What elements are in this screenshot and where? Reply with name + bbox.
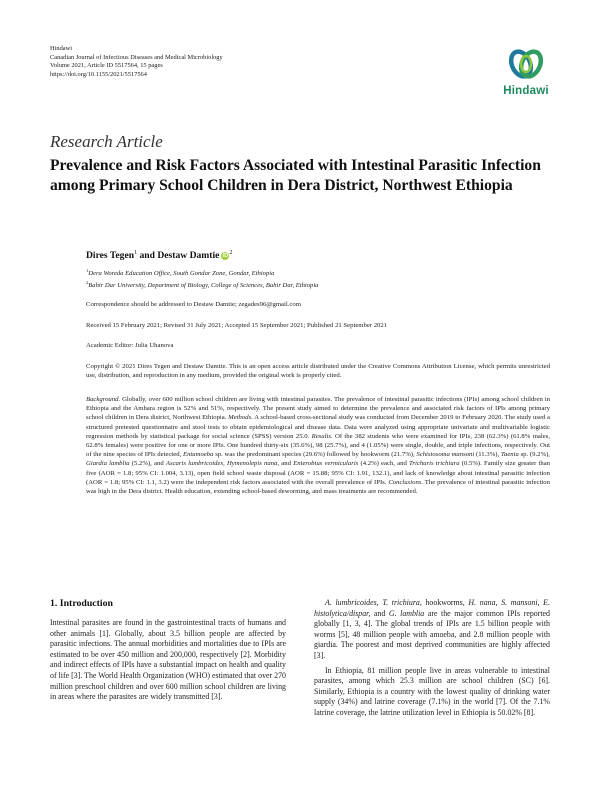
author-conjunction: and xyxy=(137,250,158,262)
abstract-text: The prevalence of intestinal parasitic infection was high in the Dera district. Health education, extending school-based deworming, and mass treatments are recommended. xyxy=(86,478,550,496)
paragraph-text: hookworms, xyxy=(421,598,469,607)
abstract-text: (4.2%) each, and xyxy=(358,460,410,468)
species-name: Schistosoma mansoni xyxy=(416,451,475,459)
hindawi-logo xyxy=(497,44,555,104)
abstract-text: sp. was the predominant species (29.6%) followed by hookworm (21.7%), xyxy=(213,451,417,459)
author-affil-mark: 1 xyxy=(134,250,138,256)
volume-info: Volume 2021, Article ID 5517564, 15 pages xyxy=(50,62,163,70)
abstract-label: Conclusions. xyxy=(386,478,424,486)
species-name: H. nana, S. mansoni, E. histolytica/dispar, xyxy=(314,598,550,618)
species-name: A. lumbricoides, T. trichiura, xyxy=(325,598,422,607)
affil-mark: 1 xyxy=(86,268,89,273)
species-name: Entamoeba xyxy=(183,451,214,459)
abstract-text: sp. (9.2%), xyxy=(518,451,550,459)
affil-text: Dera Woreda Education Office, South Gondar Zone, Gondar, Ethiopia xyxy=(88,270,275,278)
paragraph: Intestinal parasites are found in the gastrointestinal tracts of humans and other animals [1]. Globally, about 3.5 billion people are affected by parasitic infections. The annual morbidities and mortalities due to IPIs are estimated to be over 450 million and 200,000, respectively [2]. Morbidity and indirect effects of IPIs have a substantial impact on health and quality of life [3]. The World Health Organization (WHO) estimated that over 270 million preschool children and over 600 million school children are living in areas where the parasites are widely transmitted [3]. xyxy=(50,618,286,702)
article-dates: Received 15 February 2021; Revised 31 July 2021; Accepted 15 September 2021; Published 21 September 2021 xyxy=(86,322,388,329)
abstract-text: A school-based cross-sectional study was conducted from December 2019 to February 2020. The study used a structured pretested questionnaire and stool tests to obtain epidemiological and disease data. Data were analyzed using appropriate univariate and multivariable logistic regression methods by statistical package for social science (SPSS) version 25.0. xyxy=(86,414,550,440)
abstract xyxy=(86,395,550,496)
paragraph-text: and xyxy=(370,608,389,618)
species-name: Taenia xyxy=(500,451,519,459)
abstract-text: and xyxy=(279,460,294,468)
right-column xyxy=(314,598,550,723)
journal-name: Canadian Journal of Infectious Diseases and Medical Microbiology xyxy=(50,53,223,61)
correspondence: Correspondence should be addressed to Destaw Damtie; zegades96@gmail.com xyxy=(86,301,301,308)
publisher-name: Hindawi xyxy=(50,45,73,52)
affiliation xyxy=(86,268,274,277)
species-name: Giardia lamblia xyxy=(86,460,130,468)
abstract-label: Results. xyxy=(309,432,333,440)
section-heading: 1. Introduction xyxy=(50,598,113,609)
copyright-notice: Copyright © 2021 Dires Tegen and Destaw Damtie. This is an open access article distributed under the Creative Commons Attribution License, which permits unrestricted use, distribution, and reproduction in any medium, provided the original work is properly cited. xyxy=(86,363,550,380)
author-name[interactable]: Dires Tegen xyxy=(86,250,135,262)
orcid-icon[interactable]: iD xyxy=(222,253,229,260)
species-name: Ascaris lumbricoides, Hymenolepis nana, xyxy=(165,460,280,468)
species-name: Trichuris trichiura xyxy=(409,460,460,468)
journal-info xyxy=(50,45,223,79)
abstract-text: Of the 382 students who were examined for IPIs, 238 (62.3%) (61.8% males, 62.8% females) were positive for one or more IPIs. One hundred thirty-six (35.6%), 98 (25.7%), and 4 (1.05%) were single, double, and triple infections, respectively. Out of the nine species of IPIs detected, xyxy=(86,432,550,459)
abstract-label: Methods. xyxy=(226,414,253,422)
abstract-label: Background. xyxy=(86,396,121,403)
abstract-text: Globally, over 600 million school children are living with intestinal parasites. The prevalence of intestinal parasitic infections (IPIs) among school children in Ethiopia and the Amhara region is 52% and 51%, respectively. The present study aimed to determine the prevalence and associated risk factors of IPIs among primary school children in Dera district, Northwest Ethiopia. xyxy=(86,396,550,422)
paragraph xyxy=(314,598,550,662)
abstract-text: (5.2%), and xyxy=(129,460,166,468)
article-type: Research Article xyxy=(50,132,163,151)
article-title: Prevalence and Risk Factors Associated with Intestinal Parasitic Infection among Primary School Children in Dera District, Northwest Ethiopia xyxy=(50,157,541,194)
author-list xyxy=(86,250,232,261)
author-name[interactable]: Destaw Damtie xyxy=(157,250,220,262)
author-affil-mark: 2 xyxy=(229,250,233,256)
affiliation xyxy=(86,280,318,289)
abstract-text: (0.5%). Family size greater than five (AOR = 1.8; 95% CI: 1.004, 3.13), open field school waste disposal (AOR = 15.88; 95% CI: 1.91, 132.1), and lack of knowledge about intestinal parasitic infection (AOR = 1.8; 95% CI: 1.1, 3.2) were the independent risk factors associated with the overall prevalence of IPIs. xyxy=(86,460,551,486)
affil-mark: 2 xyxy=(86,280,89,285)
doi-link[interactable]: https://doi.org/10.1155/2021/5517564 xyxy=(50,70,147,78)
paragraph: In Ethiopia, 81 million people live in areas vulnerable to intestinal parasites, among which 25.3 million are school children (SC) [6]. Similarly, Ethiopia is a country with the lowest quality of drinking water supply (34%) and latrine coverage (7.1%) in the world [7]. Of the 7.1% latrine coverage, the latrine utilization level in Ethiopia is 50.02% [8]. xyxy=(314,665,550,717)
species-name: G. lamblia xyxy=(388,608,425,618)
left-column xyxy=(50,618,286,707)
affil-text: Bahir Dar University, Department of Biology, College of Sciences, Bahir Dar, Ethiopia xyxy=(88,282,319,290)
hindawi-logo-icon xyxy=(506,44,546,84)
paragraph-text: are the major common IPIs reported globally [1, 3, 4]. The global trends of IPIs are 1.5 billion people with worms [5], 48 million people with amoeba, and 2.8 million people with giardia. The poorest and most deprived communities are highly affected [3]. xyxy=(314,608,550,660)
abstract-text: (11.3%), xyxy=(474,451,501,459)
logo-brand-text: Hindawi xyxy=(503,85,549,97)
species-name: Enterobius vermicularis xyxy=(293,460,359,468)
academic-editor: Academic Editor: Julia Uhanova xyxy=(86,342,174,349)
